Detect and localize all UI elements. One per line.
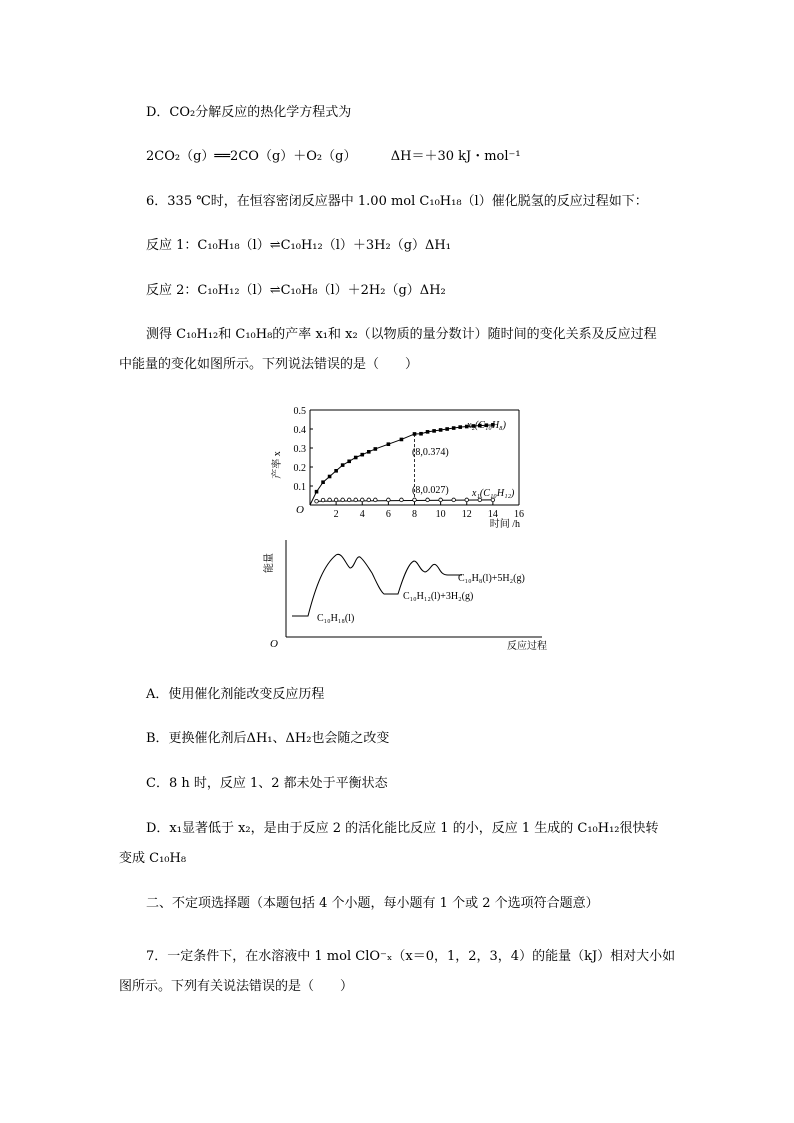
x2-point (439, 428, 443, 432)
x2-point (341, 463, 345, 467)
energy-y-label: 能量 (264, 553, 275, 573)
thermo-equation (146, 148, 521, 166)
option-a: A．使用催化剂能改变反应历程 (146, 687, 325, 702)
level-c10h8-label: C₁₀H₈(l)+5H₂(g) (458, 573, 525, 584)
x1-point (465, 498, 469, 502)
question-6-text-line2: 中能量的变化如图所示。下列说法错误的是（ ） (119, 357, 419, 372)
figure-svg (262, 405, 552, 655)
section-2-heading: 二、不定项选择题（本题包括 4 个小题，每小题有 1 个或 2 个选项符合题意） (146, 896, 599, 911)
x2-point (426, 430, 430, 434)
x1-point (341, 498, 345, 502)
x1-point (360, 498, 364, 502)
x2-curve (310, 425, 493, 505)
yield-origin: O (296, 504, 304, 516)
x1-point (315, 499, 319, 503)
x-tick-label: 10 (435, 509, 446, 520)
x2-point (458, 425, 462, 429)
level-c10h18-label: C₁₀H₁₈(l) (317, 613, 355, 624)
x1-point (387, 498, 391, 502)
x2-point (321, 480, 325, 484)
y-tick-label: 0.5 (293, 406, 306, 417)
y-tick-label: 0.3 (293, 444, 306, 455)
x2-point (328, 475, 332, 479)
reaction-1: 反应 1：C₁₀H₁₈（l）⇌C₁₀H₁₂（l）＋3H₂（g）ΔH₁ (146, 238, 451, 253)
yield-x-label: 时间 /h (489, 519, 520, 530)
energy-diagram (262, 540, 547, 652)
x2-point (419, 432, 423, 436)
yield-y-label: 产率 x (272, 451, 283, 479)
energy-profile-curve (292, 554, 462, 616)
y-tick-label: 0.2 (293, 463, 306, 474)
x1-point (439, 498, 443, 502)
x2-point (354, 456, 358, 460)
option-d-previous: D．CO₂分解反应的热化学方程式为 (146, 105, 352, 120)
x2-point (360, 453, 364, 457)
x1-point (426, 498, 430, 502)
x2-point (367, 450, 371, 454)
energy-origin: O (270, 638, 278, 650)
reaction-2: 反应 2：C₁₀H₁₂（l）⇌C₁₀H₈（l）＋2H₂（g）ΔH₂ (146, 283, 446, 298)
option-b: B．更换催化剂后ΔH₁、ΔH₂也会随之改变 (146, 731, 390, 746)
annotation-8-0027: (8,0.027) (412, 485, 449, 496)
x-tick-label: 6 (385, 509, 391, 520)
x2-point (445, 427, 449, 431)
y-tick-label: 0.4 (293, 425, 306, 436)
x2-point (387, 442, 391, 446)
x-tick-label: 12 (461, 509, 472, 520)
x1-point (354, 498, 358, 502)
question-6-figure (262, 405, 552, 655)
x-tick-label: 8 (412, 509, 417, 520)
x1-point (374, 498, 378, 502)
x-tick-label: 14 (487, 509, 498, 520)
x1-point (347, 498, 351, 502)
option-d-line2: 变成 C₁₀H₈ (119, 851, 187, 866)
x1-point (452, 498, 456, 502)
x1-point (367, 498, 371, 502)
x2-point (315, 490, 319, 494)
question-7-line1: 7．一定条件下，在水溶液中 1 mol ClO⁻ₓ（x＝0，1，2，3，4）的能量（kJ）相对大小如 (146, 949, 676, 964)
x2-point (400, 438, 404, 442)
x1-point (334, 498, 338, 502)
x1-point (328, 498, 332, 502)
annotation-8-0374: (8,0.374) (412, 447, 449, 458)
x-tick-label: 2 (333, 509, 339, 520)
question-6-intro: 6．335 ℃时，在恒容密闭反应器中 1.00 mol C₁₀H₁₈（l）催化脱氢的反应过程如下： (146, 194, 648, 209)
equation-lhs: 2CO₂（g）══2CO（g）＋O₂（g） (146, 149, 357, 164)
x1-point (400, 498, 404, 502)
y-tick-label: 0.1 (293, 482, 306, 493)
x1-series-label: x₁(C₁₀H₁₂) (472, 488, 515, 499)
energy-x-label: 反应过程 (507, 641, 547, 652)
x-tick-label: 4 (359, 509, 365, 520)
x2-point (334, 469, 338, 473)
x2-series-label: x₂(C₁₀H₈) (467, 420, 506, 431)
x2-point (347, 460, 351, 464)
question-6-text-line1: 测得 C₁₀H₁₂和 C₁₀H₈的产率 x₁和 x₂（以物质的量分数计）随时间的变化关系及反应过程 (146, 327, 657, 342)
yield-chart (270, 406, 524, 530)
question-7-line2: 图所示。下列有关说法错误的是（ ） (119, 979, 354, 994)
x2-point (413, 432, 417, 436)
x2-points (315, 423, 495, 493)
x-tick-label: 16 (514, 509, 524, 520)
option-d-line1: D．x₁显著低于 x₂，是由于反应 2 的活化能比反应 1 的小，反应 1 生成的 C₁₀H₁₂很快转 (146, 821, 659, 836)
x2-point (452, 426, 456, 430)
x1-point (321, 498, 325, 502)
x1-point (413, 498, 417, 502)
equation-delta-h: ΔH＝＋30 kJ・mol⁻¹ (390, 149, 521, 164)
x2-point (374, 447, 378, 451)
option-c: C．8 h 时，反应 1、2 都未处于平衡状态 (146, 776, 388, 791)
x2-point (432, 429, 436, 433)
level-c10h12-label: C₁₀H₁₂(l)+3H₂(g) (403, 591, 474, 602)
